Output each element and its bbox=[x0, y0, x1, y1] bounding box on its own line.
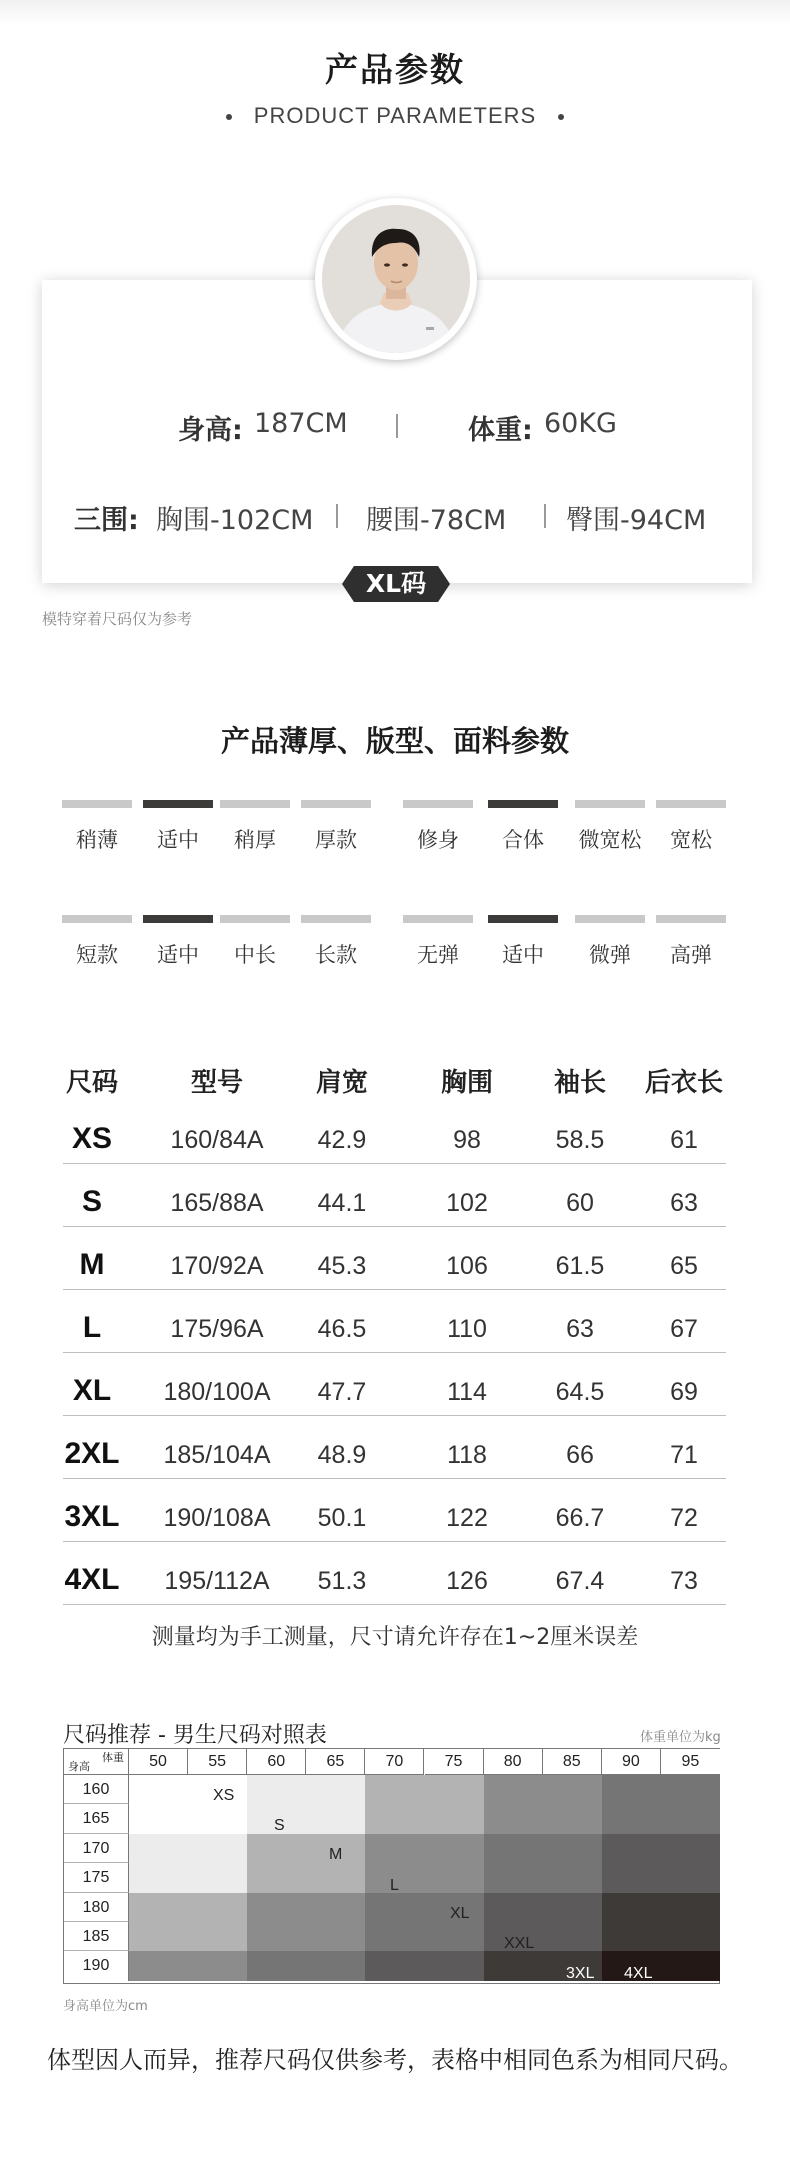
table-cell: 67.4 bbox=[555, 1567, 605, 1595]
size-zone-block bbox=[602, 1893, 720, 1952]
table-cell: 65 bbox=[670, 1252, 698, 1280]
table-cell: 66 bbox=[566, 1441, 594, 1469]
model-size-tag bbox=[342, 566, 450, 602]
scale-label-stretch: 适中 bbox=[502, 943, 544, 967]
table-cell: 185/104A bbox=[163, 1441, 271, 1469]
table-cell: 110 bbox=[447, 1315, 487, 1343]
table-header: 袖长 bbox=[553, 1068, 606, 1098]
scale-bar-stretch bbox=[656, 915, 726, 923]
height-header: 165 bbox=[64, 1804, 129, 1833]
grid-corner bbox=[64, 1749, 129, 1775]
weight-unit-note: 体重单位为kg bbox=[640, 1730, 721, 1745]
scale-label-fit: 微宽松 bbox=[578, 828, 642, 852]
size-zone-label: M bbox=[329, 1846, 343, 1863]
weight-label: 体重: bbox=[468, 415, 533, 446]
table-cell: 60 bbox=[566, 1189, 594, 1217]
table-cell: 51.3 bbox=[317, 1567, 367, 1595]
size-zone-label: 4XL bbox=[624, 1965, 653, 1982]
table-cell: 98 bbox=[453, 1126, 481, 1154]
height-header: 180 bbox=[64, 1893, 129, 1922]
table-cell: 63 bbox=[566, 1315, 594, 1343]
table-cell: 45.3 bbox=[317, 1252, 367, 1280]
scale-bar-fit bbox=[656, 800, 726, 808]
table-cell: 122 bbox=[446, 1504, 488, 1532]
table-cell: 66.7 bbox=[555, 1504, 605, 1532]
size-zone-block bbox=[247, 1951, 365, 1980]
divider bbox=[396, 414, 398, 438]
size-zone-block bbox=[365, 1834, 483, 1893]
size-zone-label: 3XL bbox=[566, 1965, 595, 1982]
scale-label-stretch: 无弹 bbox=[417, 943, 459, 967]
row-divider bbox=[63, 1415, 726, 1416]
weight-header: 85 bbox=[543, 1749, 602, 1775]
scale-bar-length-selected bbox=[143, 915, 213, 923]
size-name: 4XL bbox=[64, 1563, 120, 1596]
weight-header: 80 bbox=[484, 1749, 543, 1775]
size-zone-block bbox=[365, 1775, 483, 1834]
scale-label-thickness: 厚款 bbox=[315, 828, 357, 852]
size-zone-block bbox=[365, 1951, 483, 1980]
size-name: XS bbox=[71, 1122, 113, 1155]
table-cell: 44.1 bbox=[317, 1189, 367, 1217]
size-zone-block bbox=[602, 1834, 720, 1893]
table-cell: 47.7 bbox=[317, 1378, 367, 1406]
scale-label-fit: 合体 bbox=[502, 828, 544, 852]
model-size-tag-label: XL码 bbox=[365, 569, 427, 598]
scale-label-thickness: 适中 bbox=[157, 828, 199, 852]
weight-header: 60 bbox=[247, 1749, 306, 1775]
weight-header: 95 bbox=[661, 1749, 720, 1775]
table-cell: 118 bbox=[447, 1441, 487, 1469]
size-zone-block bbox=[484, 1893, 602, 1952]
scale-bar-stretch bbox=[575, 915, 645, 923]
row-divider bbox=[63, 1289, 726, 1290]
table-cell: 175/96A bbox=[170, 1315, 264, 1343]
table-cell: 69 bbox=[670, 1378, 698, 1406]
fabric-section-title: 产品薄厚、版型、面料参数 bbox=[220, 724, 569, 758]
page-subtitle-text: PRODUCT PARAMETERS bbox=[253, 103, 537, 128]
size-name: S bbox=[81, 1185, 102, 1218]
table-cell: 106 bbox=[446, 1252, 488, 1280]
table-header: 肩宽 bbox=[315, 1068, 368, 1098]
row-divider bbox=[63, 1478, 726, 1479]
table-header: 后衣长 bbox=[644, 1068, 723, 1098]
scale-label-thickness: 稍厚 bbox=[234, 828, 276, 852]
table-cell: 126 bbox=[446, 1567, 488, 1595]
scale-bar-fit bbox=[575, 800, 645, 808]
height-header: 160 bbox=[64, 1775, 129, 1804]
model-portrait-icon bbox=[322, 205, 470, 353]
size-zone-block bbox=[247, 1893, 365, 1952]
size-name: 3XL bbox=[64, 1500, 120, 1533]
table-cell: 63 bbox=[670, 1189, 698, 1217]
weight-header: 55 bbox=[188, 1749, 247, 1775]
weight-header: 65 bbox=[306, 1749, 365, 1775]
scale-bar-fit bbox=[403, 800, 473, 808]
scale-bar-stretch-selected bbox=[488, 915, 558, 923]
size-zone-block bbox=[602, 1951, 720, 1980]
page-subtitle bbox=[0, 103, 790, 129]
size-zone-block bbox=[129, 1893, 247, 1952]
recommend-title: 尺码推荐 - 男生尺码对照表 bbox=[63, 1723, 327, 1748]
size-recommend-grid bbox=[63, 1748, 720, 1984]
table-cell: 48.9 bbox=[317, 1441, 367, 1469]
scale-label-length: 长款 bbox=[315, 943, 357, 967]
scale-label-length: 适中 bbox=[157, 943, 199, 967]
row-divider bbox=[63, 1352, 726, 1353]
size-zone-block bbox=[484, 1834, 602, 1893]
size-zone-label: XL bbox=[450, 1905, 470, 1922]
size-zone-block bbox=[484, 1775, 602, 1834]
height-header: 185 bbox=[64, 1922, 129, 1951]
table-cell: 190/108A bbox=[163, 1504, 271, 1532]
scale-bar-length bbox=[220, 915, 290, 923]
table-header: 型号 bbox=[190, 1068, 243, 1098]
corner-height-label: 身高 bbox=[68, 1761, 90, 1773]
table-cell: 67 bbox=[670, 1315, 698, 1343]
table-cell: 64.5 bbox=[555, 1378, 605, 1406]
weight-header: 50 bbox=[129, 1749, 188, 1775]
size-zone-label: L bbox=[390, 1877, 399, 1894]
scale-bar-thickness bbox=[62, 800, 132, 808]
scale-label-fit: 宽松 bbox=[670, 828, 712, 852]
waist-value: 腰围-78CM bbox=[366, 505, 507, 536]
scale-label-stretch: 高弹 bbox=[670, 943, 712, 967]
scale-bar-length bbox=[301, 915, 371, 923]
weight-header: 75 bbox=[425, 1749, 484, 1775]
size-zone-label: XXL bbox=[504, 1935, 535, 1952]
scale-label-fit: 修身 bbox=[417, 828, 459, 852]
size-zone-block bbox=[129, 1834, 247, 1893]
model-avatar bbox=[315, 198, 477, 360]
table-cell: 102 bbox=[446, 1189, 488, 1217]
weight-value: 60KG bbox=[544, 408, 617, 439]
divider bbox=[544, 504, 546, 528]
height-header: 190 bbox=[64, 1951, 129, 1980]
size-table-note: 测量均为手工测量，尺寸请允许存在1~2厘米误差 bbox=[151, 1625, 639, 1650]
size-zone-block bbox=[602, 1775, 720, 1834]
table-header: 尺码 bbox=[65, 1068, 118, 1098]
table-cell: 160/84A bbox=[170, 1126, 264, 1154]
height-value: 187CM bbox=[254, 408, 348, 439]
chest-value: 胸围-102CM bbox=[156, 505, 314, 536]
table-header: 胸围 bbox=[440, 1068, 493, 1098]
height-header: 175 bbox=[64, 1863, 129, 1892]
size-name: XL bbox=[72, 1374, 112, 1407]
size-zone-label: S bbox=[274, 1817, 285, 1834]
scale-bar-thickness-selected bbox=[143, 800, 213, 808]
scale-bar-fit-selected bbox=[488, 800, 558, 808]
table-cell: 61 bbox=[670, 1126, 698, 1154]
table-cell: 42.9 bbox=[317, 1126, 367, 1154]
scale-label-thickness: 稍薄 bbox=[76, 828, 118, 852]
table-cell: 73 bbox=[670, 1567, 698, 1595]
bullet-dot-icon bbox=[226, 114, 232, 120]
row-divider bbox=[63, 1226, 726, 1227]
weight-header: 70 bbox=[365, 1749, 424, 1775]
scale-bar-length bbox=[62, 915, 132, 923]
top-fade-bar bbox=[0, 0, 790, 26]
size-name: M bbox=[79, 1248, 105, 1281]
scale-label-stretch: 微弹 bbox=[589, 943, 631, 967]
size-name: L bbox=[82, 1311, 102, 1344]
model-size-note: 模特穿着尺码仅为参考 bbox=[42, 610, 193, 628]
height-header: 170 bbox=[64, 1834, 129, 1863]
table-cell: 114 bbox=[447, 1378, 487, 1406]
weight-header: 90 bbox=[602, 1749, 661, 1775]
height-label: 身高: bbox=[178, 415, 243, 446]
table-cell: 46.5 bbox=[317, 1315, 367, 1343]
table-cell: 58.5 bbox=[555, 1126, 605, 1154]
page-title: 产品参数 bbox=[325, 50, 465, 89]
row-divider bbox=[63, 1163, 726, 1164]
table-cell: 165/88A bbox=[170, 1189, 264, 1217]
model-photo bbox=[322, 205, 470, 353]
row-divider bbox=[63, 1604, 726, 1605]
row-divider bbox=[63, 1541, 726, 1542]
measure-label: 三围: bbox=[74, 505, 139, 536]
table-cell: 170/92A bbox=[170, 1252, 264, 1280]
scale-label-length: 中长 bbox=[234, 943, 276, 967]
size-zone-label: XS bbox=[213, 1787, 235, 1804]
corner-weight-label: 体重 bbox=[102, 1752, 124, 1764]
size-zone-block bbox=[129, 1951, 247, 1980]
divider bbox=[336, 504, 338, 528]
bullet-dot-icon bbox=[558, 114, 564, 120]
table-cell: 195/112A bbox=[164, 1567, 270, 1595]
table-cell: 50.1 bbox=[317, 1504, 367, 1532]
table-cell: 72 bbox=[670, 1504, 698, 1532]
scale-bar-stretch bbox=[403, 915, 473, 923]
scale-bar-thickness bbox=[301, 800, 371, 808]
size-name: 2XL bbox=[64, 1437, 120, 1470]
hip-value: 臀围-94CM bbox=[566, 505, 707, 536]
size-zone-block bbox=[247, 1775, 365, 1834]
scale-bar-thickness bbox=[220, 800, 290, 808]
table-cell: 180/100A bbox=[163, 1378, 271, 1406]
footer-note: 体型因人而异，推荐尺码仅供参考，表格中相同色系为相同尺码。 bbox=[47, 2046, 743, 2074]
size-zone-block bbox=[247, 1834, 365, 1893]
height-unit-note: 身高单位为cm bbox=[63, 1999, 148, 2014]
table-cell: 71 bbox=[670, 1441, 698, 1469]
scale-label-length: 短款 bbox=[76, 943, 118, 967]
table-cell: 61.5 bbox=[555, 1252, 605, 1280]
